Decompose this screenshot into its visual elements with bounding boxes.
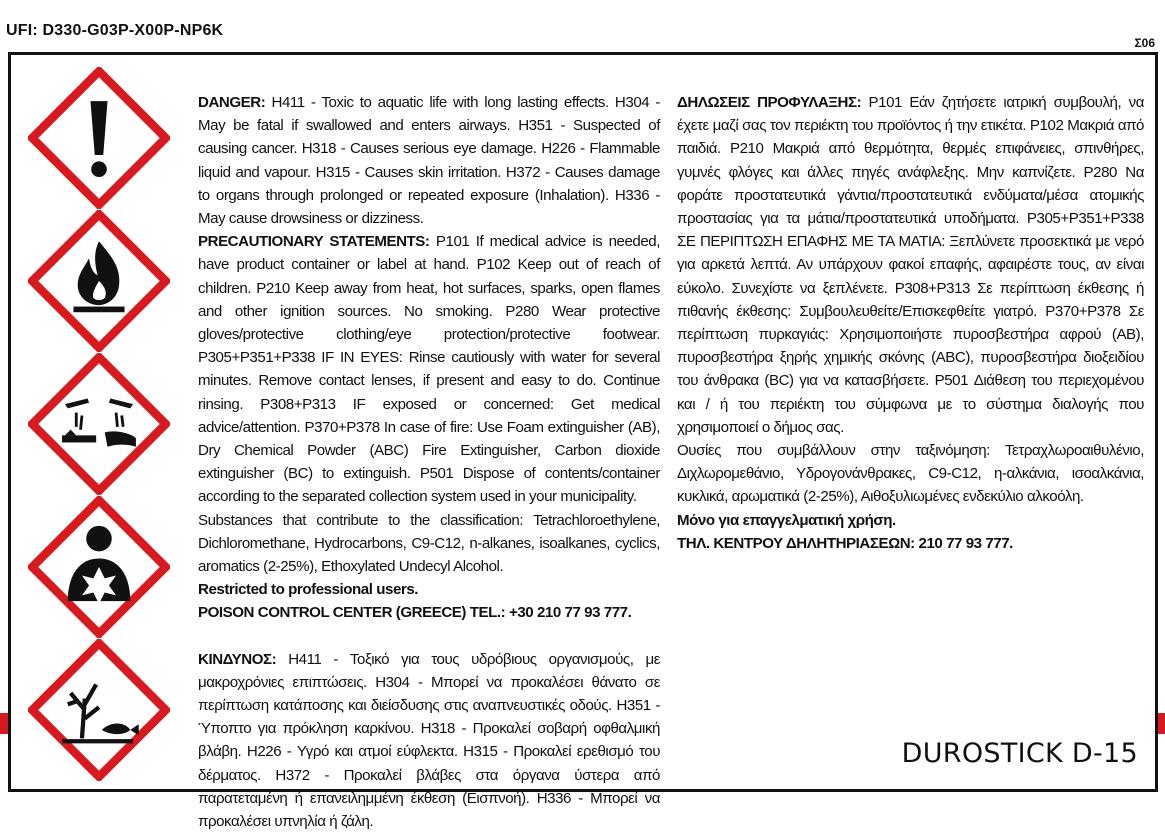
precaution-text-en: P101 If medical advice is needed, have product container or label at hand. P102 Keep out of reach of children. P210 Keep away from heat, hot surfaces, sparks, open flames and other ignition sources. No smoking. P280 Wear protective gloves/protective clothing/eye protection/protective footwear. P305+P351+P338 IF IN EYES: Rinse cautiously with water for several minutes. Remove contact lenses, if present and easy to do. Continue rinsing. P308+P313 IF exposed or concerned: Get medical advice/attention. P370+P378 In case of fire: Use Foam extinguisher (AB), Dry Chemical Powder (ABC) Fire Extinguisher, Carbon dioxide extinguisher (BC) to extinguish. P501 Dispose of contents/container according to the separated collection system used in your municipality.	[198, 233, 660, 506]
poison-center-en: POISON CONTROL CENTER (GREECE) TEL.: +30 210 77 93 777.	[198, 604, 632, 622]
environment-icon	[28, 639, 170, 781]
precaution-label-el: ΔΗΛΩΣΕΙΣ ΠΡΟΦΥΛΑΞΗΣ:	[677, 94, 862, 111]
danger-statement-el	[198, 648, 660, 833]
section-gap	[198, 625, 660, 648]
flame-icon	[28, 210, 170, 352]
restricted-el: Μόνο για επαγγελματική χρήση.	[677, 511, 896, 529]
precaution-statement-en	[198, 230, 660, 508]
precaution-text-el: P101 Εάν ζητήσετε ιατρική συμβουλή, να έχετε μαζί σας τον περιέκτη του προϊόντος ή την ετικέτα. P102 Μακριά από παιδιά. P210 Μακριά από θερμότητα, θερμές επιφάνειες, σπινθήρες, γυμνές φλόγες και άλλες πηγές ανάφλεξης. Μην καπνίζετε. P280 Να φοράτε προστατευτικά γάντια/προστατευτικά ενδύματα/μέσα ατομικής προστασίας για τα μάτια/προστατευτικά υποδήματα. P305+P351+P338 ΣΕ ΠΕΡΙΠΤΩΣΗ ΕΠΑΦΗΣ ΜΕ ΤΑ ΜΑΤΙΑ: Ξεπλύνετε προσεκτικά με νερό για αρκετά λεπτά. Αν υπάρχουν φακοί επαφής, αφαιρέστε τους, αν είναι εύκολο. Συνεχίστε να ξεπλένετε. P308+P313 Σε περίπτωση έκθεσης ή πιθανής έκθεσης: Συμβουλευθείτε/Επισκεφθείτε γιατρό. P370+P378 Σε περίπτωση πυρκαγιάς: Χρησιμοποιήστε πυροσβεστήρα αφρού (AB), πυροσβεστήρα ξηρής χημικής σκόνης (ABC), πυροσβεστήρα διοξειδίου του άνθρακα (BC) για να κατασβήσετε. P501 Διάθεση του περιεχομένου και / ή του περιέκτη του σύμφωνα με το σύστημα διαλογής που χρησιμοποιεί ο δήμος σας.	[677, 94, 1145, 436]
danger-statement-en	[198, 91, 660, 230]
corrosion-icon	[28, 353, 170, 495]
product-name: DUROSTICK D-15	[901, 738, 1138, 769]
precaution-label-en: PRECAUTIONARY STATEMENTS:	[198, 233, 430, 251]
substances-en: Substances that contribute to the classification: Tetrachloroethylene, Dichloromethane, Hydrocarbons, C9-C12, n-alkanes, isoalkanes, cyclics, aromatics (2-25%), Ethoxylated Undecyl Alcohol.	[198, 511, 660, 576]
english-column	[198, 91, 660, 833]
danger-label-en: DANGER:	[198, 94, 266, 111]
ufi-code: UFI: D330-G03P-X00P-NP6K	[6, 22, 224, 39]
health-hazard-icon	[28, 496, 170, 638]
poison-center-el: ΤΗΛ. ΚΕΝΤΡΟΥ ΔΗΛΗΤΗΡΙΑΣΕΩΝ: 210 77 93 777.	[677, 534, 1013, 552]
label-code: Σ06	[1134, 36, 1155, 50]
danger-text-el: H411 - Τοξικό για τους υδρόβιους οργανισμούς, με μακροχρόνιες επιπτώσεις. H304 - Μπορεί να προκαλέσει θάνατο σε περίπτωση κατάποσης και διείσδυσης στις αναπνευστικές οδούς. H351 - Ύποπτο για πρόκληση καρκίνου. H318 - Προκαλεί σοβαρή οφθαλμική βλάβη. H226 - Υγρό και ατμοί εύφλεκτα. H315 - Προκαλεί ερεθισμό του δέρματος. H372 - Προκαλεί βλάβες στα όργανα ύστερα από παρατεταμένη ή επανειλημμένη έκθεση (Εισπνοή). H336 - Μπορεί να προκαλέσει υπνηλία ή ζάλη.	[198, 650, 660, 831]
danger-label-el: ΚΙΝΔΥΝΟΣ:	[198, 650, 277, 668]
danger-text-en: H411 - Toxic to aquatic life with long lasting effects. H304 - May be fatal if swallowed and enters airways. H351 - Suspected of causing cancer. H318 - Causes serious eye damage. H226 - Flammable liquid and vapour. H315 - Causes skin irritation. H372 - Causes damage to organs through prolonged or repeated exposure (Inhalation). H336 - May cause drowsiness or dizziness.	[198, 94, 660, 228]
precaution-statement-el	[677, 91, 1144, 439]
greek-column	[677, 91, 1144, 555]
substances-el: Ουσίες που συμβάλλουν στην ταξινόμηση: Τετραχλωροαιθυλένιο, Διχλωρομεθάνιο, Υδρογονάνθρακες, C9-C12, η-αλκάνια, ισοαλκάνια, κυκλικά, αρωματικά (2-25%), Αιθοξυλιωμένες ενδεκύλιο αλκοόλη.	[677, 442, 1144, 506]
restricted-en: Restricted to professional users.	[198, 581, 419, 599]
exclamation-mark-icon	[28, 67, 170, 209]
